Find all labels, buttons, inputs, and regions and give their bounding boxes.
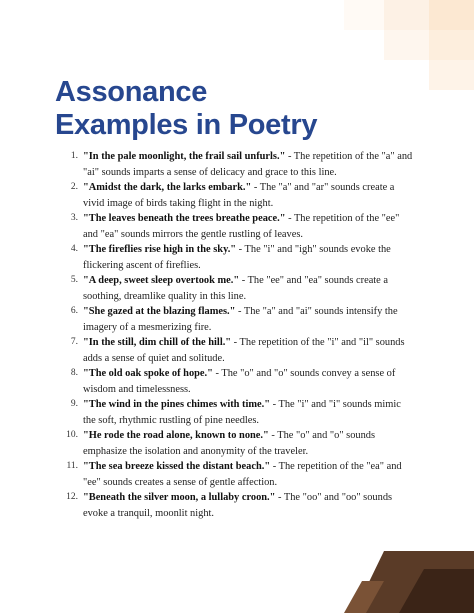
list-item: [56, 490, 416, 521]
item-quote: "She gazed at the blazing flames.": [83, 306, 236, 317]
list-item: [56, 397, 416, 428]
item-description: - The "i" and "igh" sounds evoke the flickering ascent of fireflies.: [83, 244, 391, 271]
item-number: 3.: [70, 213, 78, 223]
decorative-square: [429, 60, 474, 90]
item-number: 5.: [70, 275, 78, 285]
item-description: - The "o" and "o" sounds emphasize the isolation and anonymity of the traveler.: [83, 430, 376, 457]
item-number: 2.: [70, 182, 78, 192]
item-number: 6.: [70, 306, 78, 316]
item-number: 1.: [70, 151, 78, 161]
item-quote: "Beneath the silver moon, a lullaby croon.": [83, 492, 276, 503]
list-item: [56, 304, 416, 335]
decorative-shapes-bottom: [344, 551, 474, 613]
item-quote: "The leaves beneath the trees breathe peace.": [83, 213, 286, 224]
list-item: [56, 211, 416, 242]
item-number: 4.: [70, 244, 78, 254]
item-number: 12.: [66, 492, 78, 502]
list-item: [56, 366, 416, 397]
list-item: [56, 149, 416, 180]
item-description: - The "a" and "ai" sounds intensify the imagery of a mesmerizing fire.: [83, 306, 398, 333]
list-item: [56, 242, 416, 273]
item-description: - The "ee" and "ea" sounds create a soothing, dreamlike quality in this line.: [83, 275, 389, 302]
decorative-square: [344, 0, 384, 30]
item-description: - The "oo" and "oo" sounds evoke a tranquil, moonlit night.: [83, 492, 393, 519]
item-description: - The repetition of the "a" and "ai" sounds imparts a sense of delicacy and grace to this line.: [83, 151, 413, 178]
item-quote: "The sea breeze kissed the distant beach.": [83, 461, 271, 472]
item-description: - The repetition of the "i" and "il" sounds adds a sense of quiet and solitude.: [83, 337, 405, 364]
item-number: 11.: [66, 461, 78, 471]
title-line-2: Examples in Poetry: [55, 109, 318, 141]
item-quote: "He rode the road alone, known to none.": [83, 430, 269, 441]
decorative-square: [429, 0, 474, 30]
item-description: - The "a" and "ar" sounds create a vivid image of birds taking flight in the night.: [83, 182, 395, 209]
decorative-square: [384, 30, 429, 60]
item-description: - The repetition of the "ee" and "ea" sounds mirrors the gentle rustling of leaves.: [83, 213, 400, 240]
decorative-square: [429, 30, 474, 60]
decorative-squares-top: [334, 0, 474, 90]
examples-list: [56, 149, 416, 521]
page-title: [55, 76, 317, 142]
list-item: [56, 428, 416, 459]
item-quote: "The wind in the pines chimes with time.": [83, 399, 271, 410]
decorative-square: [384, 0, 429, 30]
item-description: - The "i" and "i" sounds mimic the soft, rhythmic rustling of pine needles.: [83, 399, 401, 426]
item-description: - The repetition of the "ea" and "ee" sounds creates a sense of gentle affection.: [83, 461, 402, 488]
list-item: [56, 459, 416, 490]
item-description: - The "o" and "o" sounds convey a sense of wisdom and timelessness.: [83, 368, 396, 395]
list-item: [56, 335, 416, 366]
list-item: [56, 273, 416, 304]
item-number: 9.: [70, 399, 78, 409]
list-item: [56, 180, 416, 211]
item-number: 8.: [70, 368, 78, 378]
item-number: 10.: [66, 430, 78, 440]
item-number: 7.: [70, 337, 78, 347]
title-line-1: Assonance: [55, 76, 208, 108]
item-quote: "The old oak spoke of hope.": [83, 368, 213, 379]
item-quote: "In the pale moonlight, the frail sail unfurls.": [83, 151, 286, 162]
item-quote: "Amidst the dark, the larks embark.": [83, 182, 252, 193]
item-quote: "A deep, sweet sleep overtook me.": [83, 275, 240, 286]
item-quote: "In the still, dim chill of the hill.": [83, 337, 232, 348]
item-quote: "The fireflies rise high in the sky.": [83, 244, 237, 255]
